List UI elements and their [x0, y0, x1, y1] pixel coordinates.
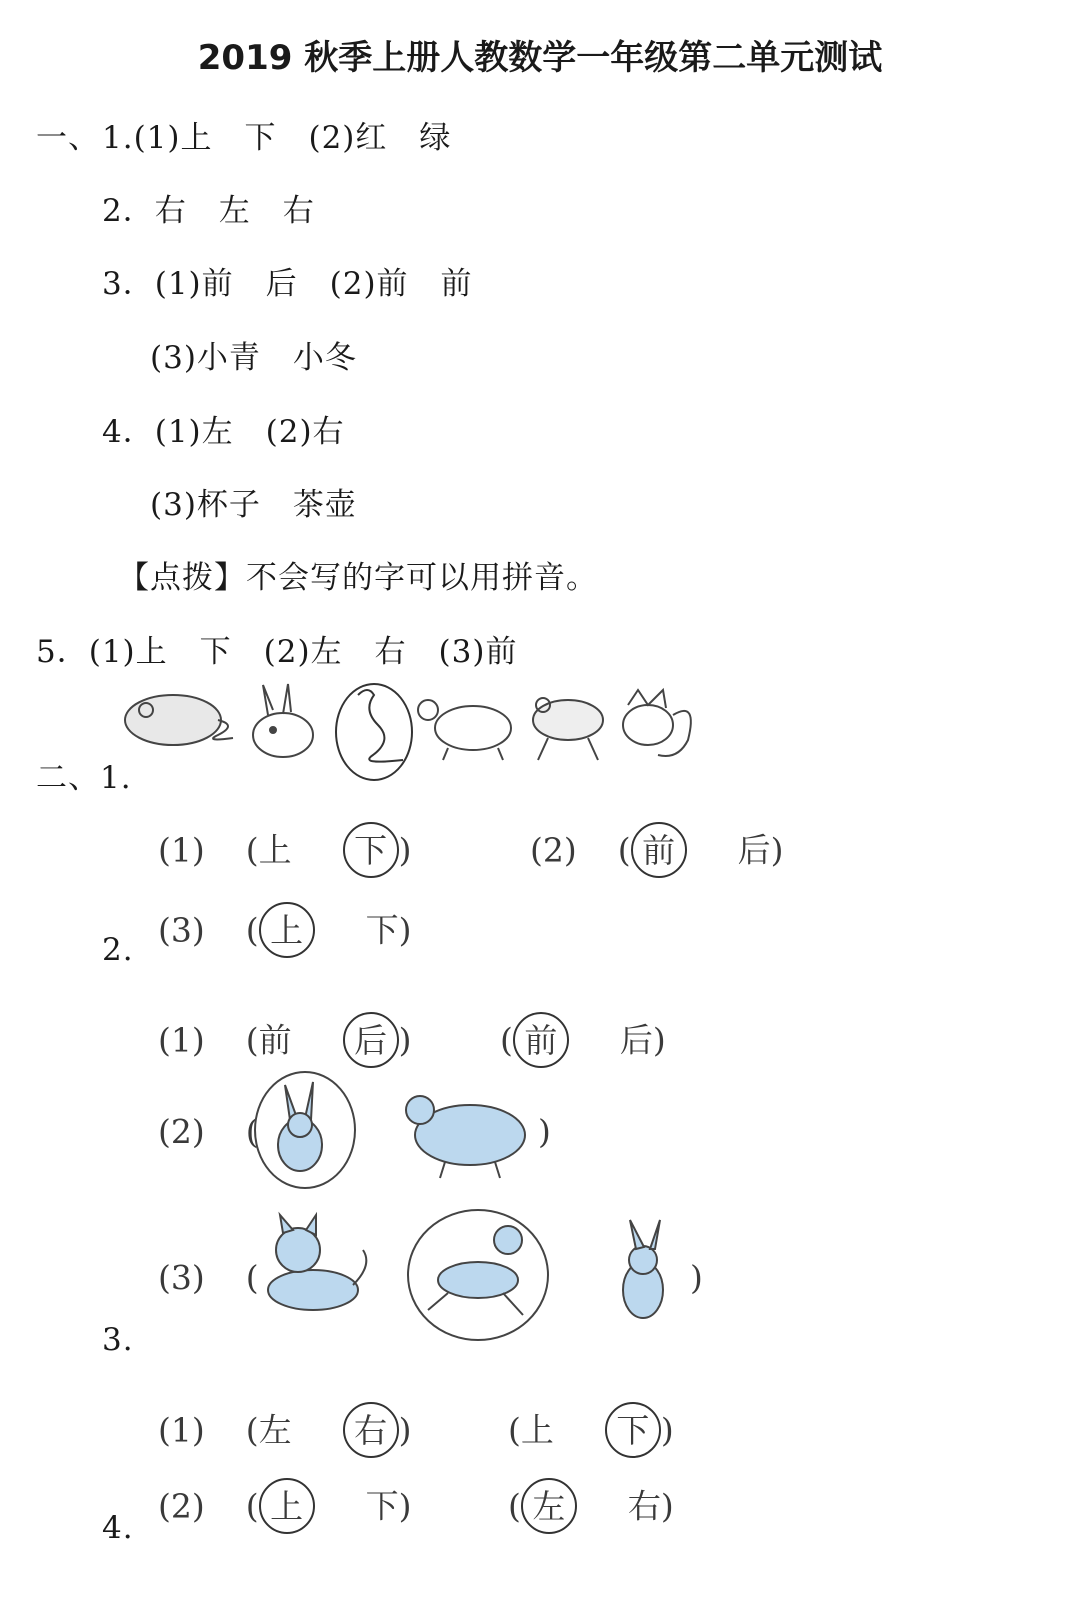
item-number: (2) — [158, 1486, 205, 1526]
option-unselected: 上 — [258, 830, 292, 870]
close-paren: ) — [398, 830, 412, 870]
option-unselected: 后 — [737, 830, 771, 870]
close-paren: ) — [398, 1410, 412, 1450]
part1-marker: 一、 — [36, 120, 100, 156]
item-number: (2) — [158, 1112, 205, 1151]
choice-2-3-2 — [158, 1478, 412, 1534]
open-paren: ( — [508, 1486, 521, 1526]
option-selected: 后 — [343, 1012, 399, 1068]
choice-2-3-2b — [508, 1478, 674, 1534]
close-paren: ) — [398, 910, 412, 950]
circled-deer-image — [408, 1210, 548, 1340]
turtle-image — [418, 700, 511, 760]
option-unselected: 上 — [520, 1410, 554, 1450]
part2-marker: 二、1. — [36, 760, 132, 796]
turtle-image — [406, 1096, 525, 1178]
page-title: 2019 秋季上册人教数学一年级第二单元测试 — [197, 38, 883, 78]
rabbit-image — [623, 1220, 663, 1318]
option-unselected: 前 — [258, 1020, 292, 1060]
close-paren: ) — [690, 1258, 703, 1297]
open-paren: ( — [245, 830, 259, 870]
item-number: (1) — [158, 830, 205, 870]
choice-2-1-2 — [530, 822, 784, 878]
animal-row-figure — [118, 680, 708, 790]
option-selected: 下 — [605, 1402, 661, 1458]
close-paren: ) — [770, 830, 784, 870]
item-2-2-2-label — [158, 1112, 259, 1151]
part2-number-4: 4. — [102, 1510, 134, 1546]
close-paren: ) — [660, 1410, 674, 1450]
item-2-2-3-label — [158, 1258, 259, 1297]
item-number: (3) — [158, 910, 205, 950]
frog-image — [533, 698, 603, 760]
close-paren: ) — [652, 1020, 666, 1060]
choice-2-2-1 — [158, 1012, 412, 1068]
close-paren: ) — [398, 1486, 412, 1526]
option-selected: 右 — [343, 1402, 399, 1458]
fox-image — [623, 690, 691, 756]
item-number: (1) — [158, 1410, 205, 1450]
open-paren: ( — [508, 1410, 521, 1450]
open-paren: ( — [500, 1020, 513, 1060]
rabbit-turtle-figure — [255, 1070, 545, 1195]
answer-1-2: 2．右 左 右 — [102, 193, 315, 229]
close-paren: ) — [538, 1112, 551, 1151]
open-paren: ( — [245, 910, 259, 950]
answer-1-3b: (3)小青 小冬 — [150, 340, 357, 376]
option-selected: 前 — [631, 822, 687, 878]
option-selected: 左 — [521, 1478, 577, 1534]
answer-1-4a: 4．(1)左 (2)右 — [102, 414, 345, 450]
open-paren: ( — [617, 830, 631, 870]
choice-2-2-1b — [500, 1012, 666, 1068]
part2-number-3: 3. — [102, 1322, 134, 1358]
part2-number-2: 2. — [102, 932, 134, 968]
open-paren: ( — [245, 1410, 259, 1450]
close-paren: ) — [660, 1486, 674, 1526]
option-unselected: 下 — [365, 1486, 399, 1526]
tip-note: 【点拨】不会写的字可以用拼音。 — [118, 560, 598, 596]
item-number: (2) — [530, 830, 577, 870]
option-selected: 下 — [343, 822, 399, 878]
choice-2-1-3 — [158, 902, 412, 958]
choice-2-3-1 — [158, 1402, 412, 1458]
answer-1-3a: 3．(1)前 后 (2)前 前 — [102, 266, 473, 302]
item-number: (1) — [158, 1020, 205, 1060]
option-unselected: 后 — [619, 1020, 653, 1060]
cat-image — [268, 1215, 366, 1310]
option-selected: 前 — [513, 1012, 569, 1068]
snake-image — [336, 684, 412, 780]
open-paren: ( — [245, 1020, 259, 1060]
answer-1-5: 5．(1)上 下 (2)左 右 (3)前 — [36, 634, 518, 670]
option-unselected: 右 — [627, 1486, 661, 1526]
item-number: (3) — [158, 1258, 205, 1297]
open-paren: ( — [245, 1486, 259, 1526]
cat-deer-rabbit-figure — [258, 1205, 688, 1345]
mouse-image — [125, 695, 233, 745]
close-paren: ) — [398, 1020, 412, 1060]
option-unselected: 下 — [365, 910, 399, 950]
option-unselected: 左 — [258, 1410, 292, 1450]
choice-2-1-1 — [158, 822, 412, 878]
open-paren: ( — [245, 1258, 259, 1297]
answer-1-4b: (3)杯子 茶壶 — [150, 487, 357, 523]
option-selected: 上 — [259, 902, 315, 958]
open-paren: ( — [245, 1112, 259, 1151]
rabbit-image — [253, 684, 313, 757]
circled-rabbit-image — [255, 1072, 355, 1188]
option-selected: 上 — [259, 1478, 315, 1534]
choice-2-3-1b — [508, 1402, 674, 1458]
answer-1-1: 1.(1)上 下 (2)红 绿 — [102, 120, 452, 156]
